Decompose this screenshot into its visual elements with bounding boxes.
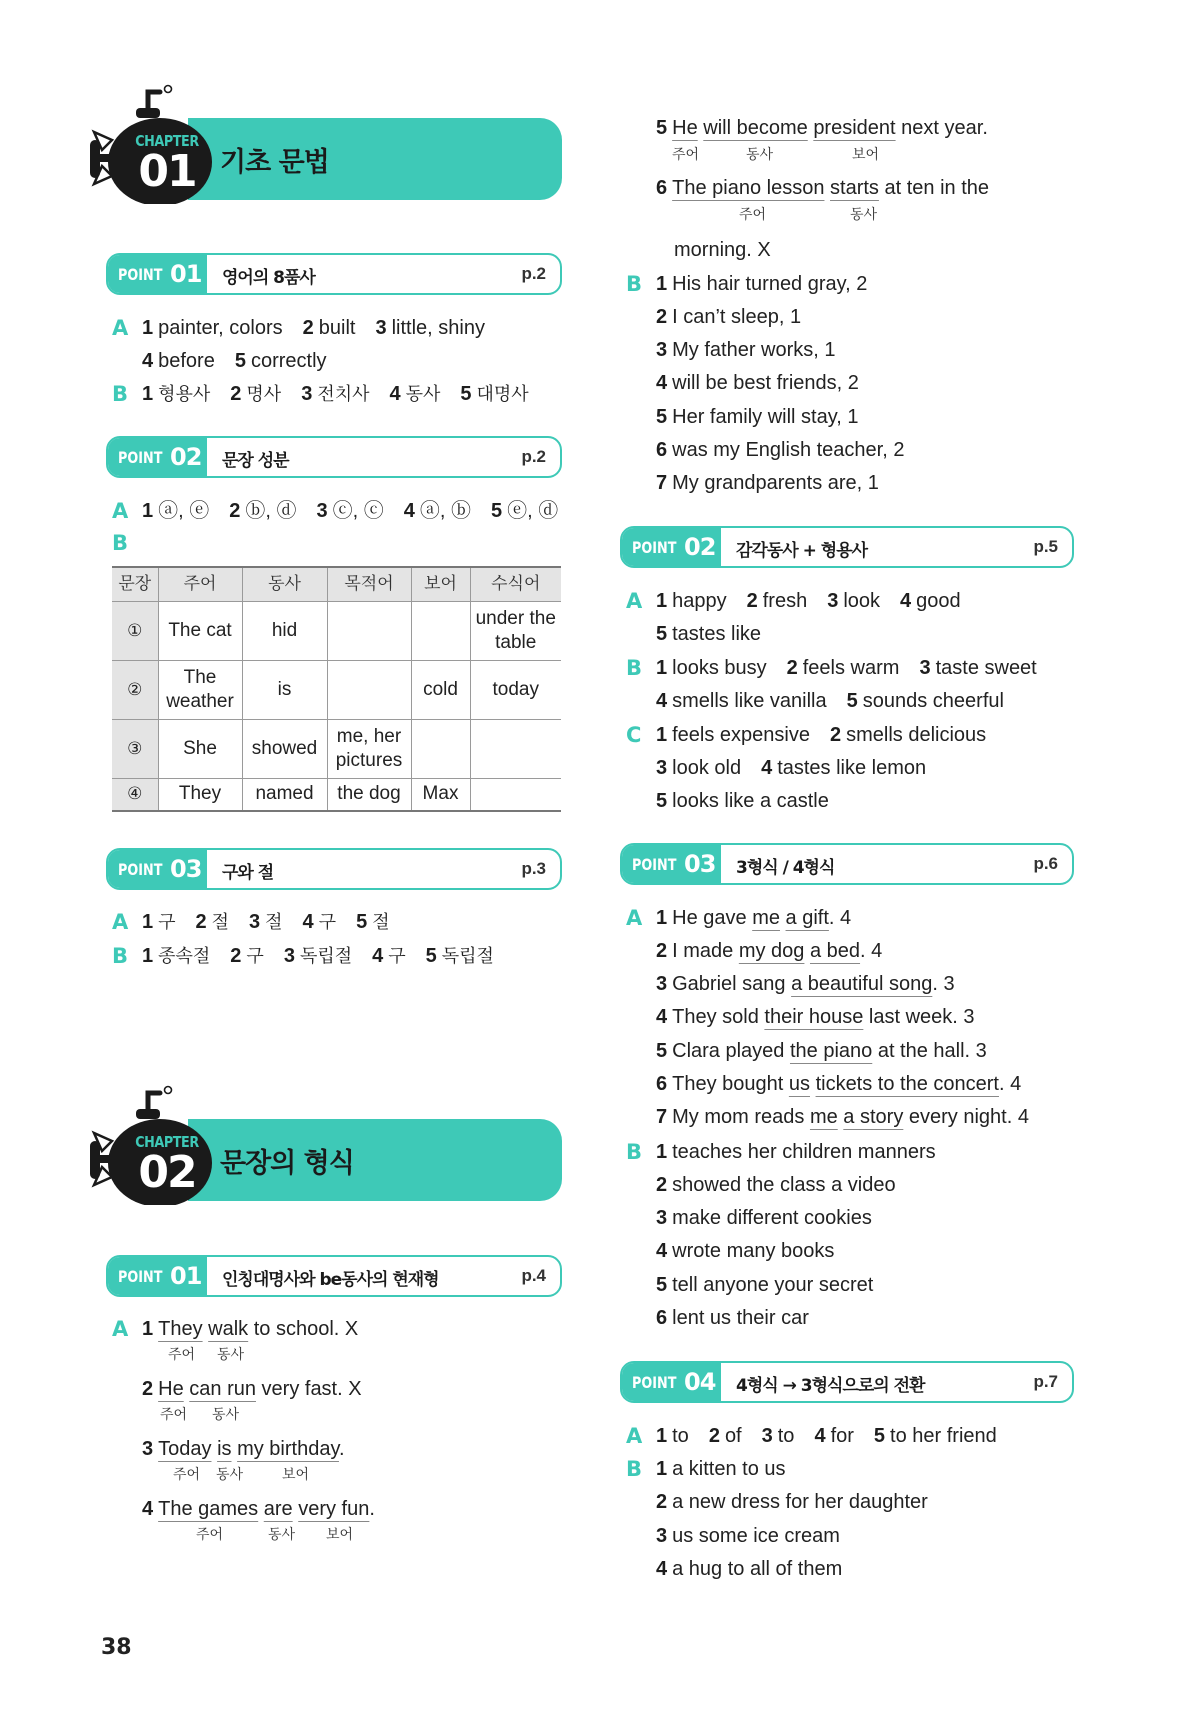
answer-line: 5 tastes like [656, 623, 762, 645]
answer-line: morning. X [674, 239, 771, 261]
point-label: POINT [118, 447, 163, 467]
point-number: 01 [170, 260, 202, 288]
table-cell: Max [411, 778, 470, 811]
answer-line: 1 구 2 절 3 절 4 구 5 절 [142, 911, 390, 933]
table-cell: ① [112, 601, 158, 660]
answer-line: 3 look old 4 tastes like lemon [656, 757, 927, 779]
point-label: POINT [632, 537, 677, 557]
table-cell: hid [242, 601, 327, 660]
table-cell: ③ [112, 719, 158, 778]
answer-line: 1 painter, colors 2 built 3 little, shiny [142, 317, 485, 339]
point-header [620, 1361, 1074, 1403]
grammar-label: 주어 [168, 1347, 196, 1363]
point-title: 문장 성분 [222, 451, 289, 471]
grammar-label: 주어 [672, 147, 700, 163]
page-ref: p.2 [521, 264, 546, 283]
section-letter: A [626, 589, 643, 613]
answer-line: 2 showed the class a video [656, 1174, 896, 1196]
table-cell [327, 660, 411, 719]
point-tag [622, 1363, 721, 1401]
annotated-sentence: 3 Gabriel sang a beautiful song. 3 [656, 973, 955, 995]
table-cell: me, her pictures [327, 719, 411, 778]
table-cell: today [470, 660, 561, 719]
section-letter: A [626, 1424, 643, 1448]
chapter-number: 02 [138, 1147, 196, 1198]
table-cell: cold [411, 660, 470, 719]
sentence-components-table [112, 566, 561, 812]
point-label: POINT [118, 859, 163, 879]
section-letter: A [112, 316, 129, 340]
answer-line: 4 smells like vanilla 5 sounds cheerful [656, 690, 1004, 712]
table-cell: She [158, 719, 242, 778]
annotated-sentence: 3 Today is my birthday. [142, 1438, 345, 1460]
grammar-label: 동사 [268, 1527, 296, 1543]
point-tag [622, 845, 721, 883]
table-row [112, 660, 561, 719]
page-ref: p.7 [1033, 1372, 1058, 1391]
table-cell [327, 601, 411, 660]
grammar-label: 보어 [326, 1527, 354, 1543]
annotated-sentence: 1 He gave me a gift. 4 [656, 907, 852, 929]
table-row [112, 778, 561, 811]
grammar-label: 동사 [216, 1467, 244, 1483]
chapter-number: 01 [138, 146, 196, 197]
section-letter: C [626, 723, 642, 747]
point-number: 03 [170, 855, 202, 883]
answer-line: 4 will be best friends, 2 [656, 372, 859, 394]
table-cell: is [242, 660, 327, 719]
point-label: POINT [632, 854, 677, 874]
annotated-sentence: 6 They bought us tickets to the concert. 4 [656, 1073, 1022, 1095]
page-ref: p.2 [521, 447, 546, 466]
point-header [106, 1255, 562, 1297]
point-title: 구와 절 [222, 863, 274, 883]
point-number: 03 [684, 850, 716, 878]
table-cell: They [158, 778, 242, 811]
annotated-sentence: 2 He can run very fast. X [142, 1378, 362, 1400]
point-tag [622, 528, 721, 566]
table-row [112, 601, 561, 660]
answer-line: 5 looks like a castle [656, 790, 829, 812]
table-header: 수식어 [470, 567, 561, 601]
table-header: 문장 [112, 567, 158, 601]
page-ref: p.4 [521, 1266, 546, 1285]
table-cell: the dog [327, 778, 411, 811]
annotated-sentence: 6 The piano lesson starts at ten in the [656, 177, 989, 199]
table-header: 보어 [411, 567, 470, 601]
chapter-02-banner [88, 1085, 562, 1205]
table-header: 동사 [242, 567, 327, 601]
section-letter: B [626, 1457, 643, 1481]
answer-line: 1 a kitten to us [656, 1458, 786, 1480]
point-number: 02 [170, 443, 202, 471]
table-cell: named [242, 778, 327, 811]
answer-line: 4 before 5 correctly [142, 350, 327, 372]
answer-line: 1 종속절 2 구 3 독립절 4 구 5 독립절 [142, 945, 494, 967]
answer-line: 2 I can’t sleep, 1 [656, 306, 802, 328]
annotated-sentence: 4 The games are very fun. [142, 1498, 375, 1520]
section-letter: B [112, 531, 129, 555]
chapter-label: CHAPTER [135, 1133, 199, 1151]
grammar-label: 주어 [173, 1467, 201, 1483]
table-cell: ② [112, 660, 158, 719]
point-title: 3형식 / 4형식 [736, 858, 835, 878]
point-title: 영어의 8품사 [222, 268, 315, 288]
answer-line: 1 looks busy 2 feels warm 3 taste sweet [656, 657, 1037, 679]
point-label: POINT [118, 264, 163, 284]
point-number: 01 [170, 1262, 202, 1290]
page-ref: p.3 [521, 859, 546, 878]
grammar-label: 보어 [852, 147, 880, 163]
annotated-sentence: 2 I made my dog a bed. 4 [656, 940, 883, 962]
table-cell: The weather [158, 660, 242, 719]
table-header-row [112, 567, 561, 601]
table-cell: showed [242, 719, 327, 778]
answer-line: 1 ⓐ, ⓔ 2 ⓑ, ⓓ 3 ⓒ, ⓒ 4 ⓐ, ⓑ 5 ⓔ, ⓓ [142, 500, 559, 522]
point-tag [108, 255, 207, 293]
point-title: 인칭대명사와 be동사의 현재형 [222, 1270, 439, 1290]
point-number: 04 [684, 1368, 716, 1396]
table-header: 주어 [158, 567, 242, 601]
table-cell [470, 719, 561, 778]
point-tag [108, 850, 207, 888]
grammar-label: 동사 [212, 1407, 240, 1423]
point-label: POINT [632, 1372, 677, 1392]
answer-line: 6 was my English teacher, 2 [656, 439, 905, 461]
annotated-sentence: 4 They sold their house last week. 3 [656, 1006, 975, 1028]
answer-line: 1 feels expensive 2 smells delicious [656, 724, 987, 746]
section-letter: B [112, 944, 129, 968]
table-cell: ④ [112, 778, 158, 811]
answer-line: 4 a hug to all of them [656, 1558, 843, 1580]
point-title: 4형식 → 3형식으로의 전환 [736, 1376, 925, 1396]
section-letter: B [626, 656, 643, 680]
answer-line: 1 happy 2 fresh 3 look 4 good [656, 590, 961, 612]
answer-line: 3 make different cookies [656, 1207, 872, 1229]
section-letter: B [112, 382, 129, 406]
chapter-title: 문장의 형식 [220, 1148, 354, 1179]
answer-line: 7 My grandparents are, 1 [656, 472, 879, 494]
point-tag [108, 438, 207, 476]
page-ref: p.5 [1033, 537, 1058, 556]
grammar-label: 동사 [746, 147, 774, 163]
answer-line: 3 us some ice cream [656, 1525, 840, 1547]
table-cell: The cat [158, 601, 242, 660]
annotated-sentence: 7 My mom reads me a story every night. 4 [656, 1106, 1029, 1128]
table-cell: under the table [470, 601, 561, 660]
annotated-sentence: 5 He will become president next year. [656, 117, 988, 139]
section-letter: A [112, 910, 129, 934]
grammar-label: 주어 [196, 1527, 224, 1543]
point-tag [108, 1257, 207, 1295]
section-letter: A [112, 1317, 129, 1341]
grammar-label: 동사 [217, 1347, 245, 1363]
section-letter: A [626, 906, 643, 930]
grammar-label: 동사 [850, 207, 878, 223]
table-cell [411, 601, 470, 660]
answer-line: 5 Her family will stay, 1 [656, 406, 859, 428]
point-header [620, 843, 1074, 885]
answer-line: 1 형용사 2 명사 3 전치사 4 동사 5 대명사 [142, 383, 529, 405]
answer-line: 3 My father works, 1 [656, 339, 836, 361]
chapter-label: CHAPTER [135, 132, 199, 150]
grammar-label: 보어 [282, 1467, 310, 1483]
grammar-label: 주어 [739, 207, 767, 223]
answer-line: 1 to 2 of 3 to 4 for 5 to her friend [656, 1425, 997, 1447]
table-header: 목적어 [327, 567, 411, 601]
annotated-sentence: 1 They walk to school. X [142, 1318, 359, 1340]
answer-line: 4 wrote many books [656, 1240, 835, 1262]
answer-line: 1 teaches her children manners [656, 1141, 936, 1163]
point-header [620, 526, 1074, 568]
table-cell [411, 719, 470, 778]
table-cell [470, 778, 561, 811]
answer-line: 5 tell anyone your secret [656, 1274, 874, 1296]
chapter-01-banner [88, 84, 562, 204]
annotated-sentence: 5 Clara played the piano at the hall. 3 [656, 1040, 987, 1062]
answer-line: 2 a new dress for her daughter [656, 1491, 928, 1513]
section-letter: B [626, 1140, 643, 1164]
point-header [106, 848, 562, 890]
point-title: 감각동사 + 형용사 [736, 541, 868, 561]
table-row [112, 719, 561, 778]
section-letter: A [112, 499, 129, 523]
point-header [106, 436, 562, 478]
point-label: POINT [118, 1266, 163, 1286]
point-number: 02 [684, 533, 716, 561]
chapter-title: 기초 문법 [220, 147, 329, 178]
grammar-label: 주어 [160, 1407, 188, 1423]
answer-line: 6 lent us their car [656, 1307, 809, 1329]
page-ref: p.6 [1033, 854, 1058, 873]
point-header [106, 253, 562, 295]
answer-line: 1 His hair turned gray, 2 [656, 273, 868, 295]
page-number: 38 [101, 1635, 132, 1660]
section-letter: B [626, 272, 643, 296]
